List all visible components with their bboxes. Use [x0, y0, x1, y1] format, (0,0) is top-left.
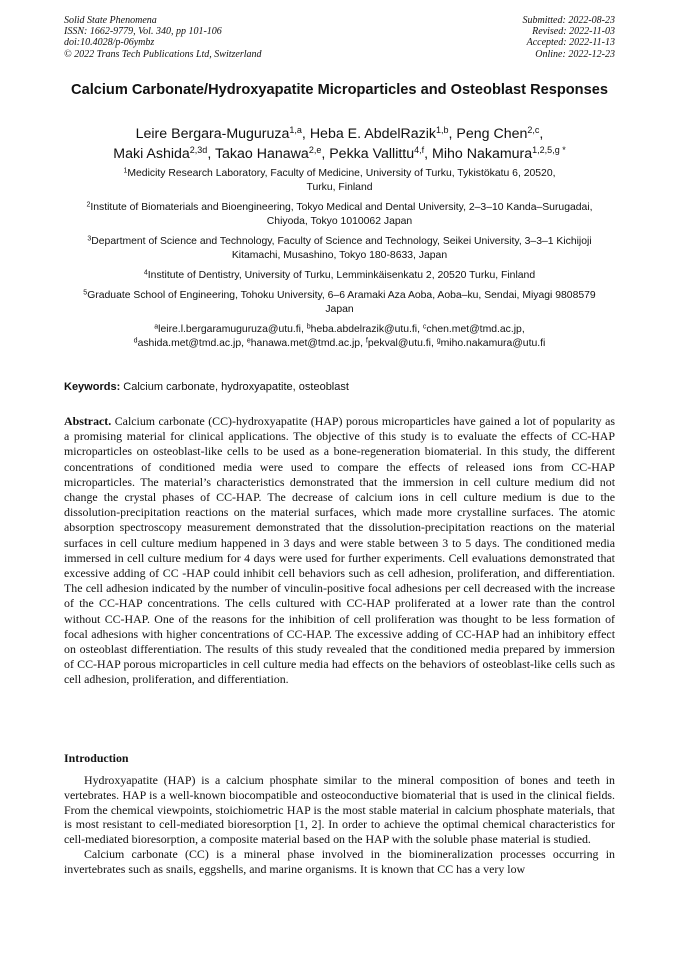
author: Pekka Vallittu$^{4,f}$: [329, 144, 425, 162]
author: Peng Chen$^{2,c}$: [456, 125, 540, 142]
journal-info: [64, 15, 262, 60]
keywords-text: Calcium carbonate, hydroxyapatite, osteoblast: [120, 381, 349, 393]
abstract-text: Calcium carbonate (CC)-hydroxyapatite (HAP) porous microparticles have gained a lot of popularity as a promising material for clinical applications. The objective of this study is to evaluate the effects of CC-HAP microparticles on osteoblast-like cells to be used as a bone-regeneration biomaterial. In this study, the different concentrations of conditioned media were used to compare the effects of released ions from CC-HAP microparticles. The material’s characteristics demonstrated that the immersion in cell culture medium did not change the crystal phases of CC-HAP. The decrease of calcium ions in cell culture medium is due to the dissolution-precipitation reactions on the material surfaces, which made more crystalline surfaces. The atomic absorption spectroscopy measurement demonstrated that the dissolution-precipitation reactions on the material surfaces in cell culture medium happened in 3 days and were stable between 3 to 5 days. The conditioned media immersed in cell culture medium for 4 days were used for further experiments. Cell evaluations demonstrated that excessive adding of CC -HAP could inhibit cell behaviors such as cell adhesion, proliferation, and differentiation. The cell adhesion indicated by the number of vinculin-positive focal adhesions per cell decreased with the increase of the CC-HAP concentrations. The cells cultured with CC-HAP proliferated at a lower rate than the control without CC-HAP. One of the reasons for the inhibition of cell proliferation was thought to be less formation of focal adhesions with higher concentrations of CC-HAP. The excessive adding of CC-HAP had an inhibitory effect on osteoblast differentiation. The results of this study revealed that the conditioned media prepared by immersion of CC-HAP porous microparticles in cell culture media had effects on the behaviors of osteoblast-like cells such as cell adhesion, proliferation, and differentiation.: [64, 414, 615, 687]
journal-copyright: © 2022 Trans Tech Publications Ltd, Switzerland: [64, 48, 262, 60]
affiliation: $^3$Department of Science and Technology, Faculty of Science and Technology, Seikei University, 3–3–1 Kichijoji Kitamachi, Musashino, Tokyo 180-8633, Japan: [87, 235, 592, 262]
abstract-label: Abstract.: [64, 414, 112, 428]
author: Leire Bergara-Muguruza$^{1,a}$: [135, 125, 302, 142]
publication-dates: [523, 15, 616, 60]
author-list: Leire Bergara-Muguruza$^{1,a}$, Heba E. AbdelRazik$^{1,b}$, Peng Chen$^{2,c}$, Maki Ashida$^{2,3d}$, Takao Hanawa$^{2,e}$, Pekka Vallittu$^{4,f}$, Miho Nakamura$^{1,2,5,g *}$: [113, 125, 566, 162]
affiliation: $^1$Medicity Research Laboratory, Faculty of Medicine, University of Turku, Tykistökatu 6, 20520, Turku, Finland: [123, 167, 556, 194]
affiliation: $^4$Institute of Dentistry, University of Turku, Lemminkäisenkatu 2, 20520 Turku, Finland: [143, 269, 536, 281]
section-heading-introduction: Introduction: [64, 751, 129, 765]
date-online: Online: 2022-12-23: [535, 48, 615, 60]
paper-title: Calcium Carbonate/Hydroxyapatite Microparticles and Osteoblast Responses: [71, 82, 608, 98]
author-emails: [64, 323, 615, 351]
paragraph: Calcium carbonate (CC) is a mineral phase involved in the biomineralization processes occurring in invertebrates such as snails, eggshells, and marine organisms. It is known that CC has a very low: [64, 846, 615, 876]
journal-name: Solid State Phenomena: [64, 15, 157, 26]
affiliations: [64, 167, 615, 351]
paragraph: Hydroxyapatite (HAP) is a calcium phosphate similar to the mineral composition of bones and teeth in vertebrates. HAP is a well-known biocompatible and osteoconductive biomaterial that is used in the clinical fields. From the chemical viewpoints, stoichiometric HAP is the most stable material in calcium phosphate materials, that is most resistant to cell-mediated bioresorption [1, 2]. In order to achieve the optimal chemical characteristics for cell-mediated bioresorption, a composite material based on the HAP with the soluble phase material is studied.: [64, 773, 615, 847]
affiliation: $^2$Institute of Biomaterials and Bioengineering, Tokyo Medical and Dental University, 2–3–10 Kanda–Surugadai, Chiyoda, Tokyo 1010062 Japan: [86, 201, 593, 228]
author: Takao Hanawa$^{2,e}$: [214, 144, 322, 162]
date-revised: Revised: 2022-11-03: [532, 26, 615, 38]
email-link[interactable]: $^b$heba.abdelrazik@utu.fi,: [306, 323, 423, 335]
affiliation: $^5$Graduate School of Engineering, Tohoku University, 6–6 Aramaki Aza Aoba, Aoba–ku, Sendai, Miyagi 9808579 Japan: [83, 289, 596, 315]
date-accepted: Accepted: 2022-11-13: [526, 37, 615, 49]
author: Miho Nakamura$^{1,2,5,g *}$: [432, 144, 566, 162]
email-link[interactable]: $^e$hanawa.met@tmd.ac.jp,: [246, 337, 366, 349]
abstract: [64, 414, 615, 688]
keywords: [64, 380, 615, 394]
keywords-label: Keywords:: [64, 381, 121, 393]
email-link[interactable]: $^a$leire.l.bergaramuguruza@utu.fi,: [154, 323, 307, 335]
email-link[interactable]: $^d$ashida.met@tmd.ac.jp,: [133, 337, 247, 349]
author: Maki Ashida$^{2,3d}$: [113, 144, 208, 162]
introduction-body: [64, 773, 615, 877]
journal-doi: doi:10.4028/p-06ymbz: [64, 37, 155, 49]
journal-issn: ISSN: 1662-9779, Vol. 340, pp 101-106: [64, 26, 222, 38]
email-link[interactable]: $^f$pekval@utu.fi,: [365, 337, 437, 349]
author: Heba E. AbdelRazik$^{1,b}$: [309, 125, 449, 142]
email-link[interactable]: $^c$chen.met@tmd.ac.jp,: [422, 323, 525, 335]
date-submitted: Submitted: 2022-08-23: [522, 15, 615, 26]
email-link[interactable]: $^g$miho.nakamura@utu.fi: [436, 337, 546, 349]
